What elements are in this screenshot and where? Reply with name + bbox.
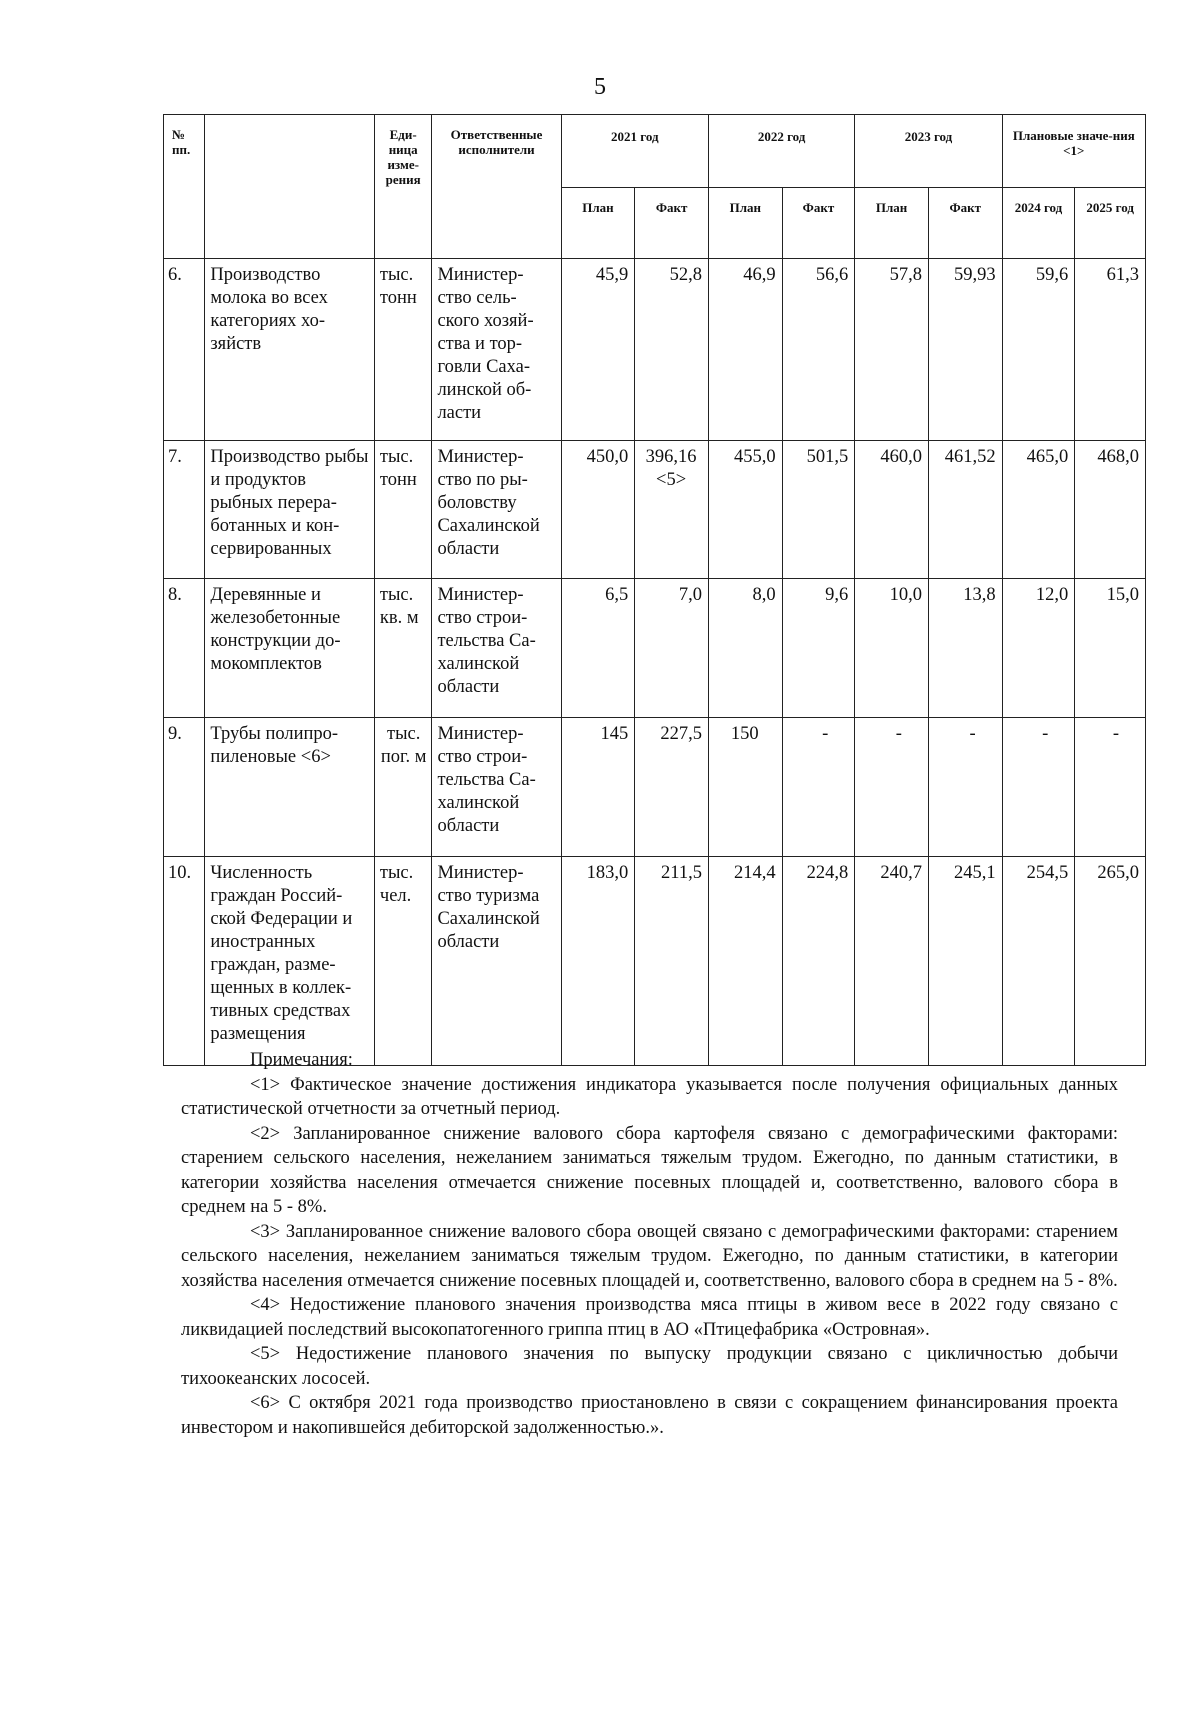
row-unit: тыс. тонн xyxy=(374,259,432,441)
row-name: Производство молока во всех категориях хо-зяйств xyxy=(205,259,375,441)
cell-2022-plan: 46,9 xyxy=(708,259,782,441)
notes-section xyxy=(181,1048,1118,1440)
cell-2022-fact: 9,6 xyxy=(782,579,855,718)
cell-2022-fact: - xyxy=(782,718,855,857)
cell-2021-plan: 183,0 xyxy=(561,857,635,1066)
cell-2021-fact: 7,0 xyxy=(635,579,709,718)
header-2022: 2022 год xyxy=(708,115,854,188)
cell-2025: 61,3 xyxy=(1075,259,1146,441)
header-no: № пп. xyxy=(164,115,205,259)
cell-2021-fact: 211,5 xyxy=(635,857,709,1066)
header-2021-plan: План xyxy=(561,188,635,259)
row-unit: тыс. чел. xyxy=(374,857,432,1066)
cell-2021-fact: 227,5 xyxy=(635,718,709,857)
table-row xyxy=(164,441,1146,579)
table-row xyxy=(164,579,1146,718)
note-item: <6> С октября 2021 года производство приостановлено в связи с сокращением финансирования проекта инвестором и накопившейся дебиторской задолженностью.». xyxy=(181,1393,1118,1438)
table-row xyxy=(164,718,1146,857)
cell-2023-plan: 57,8 xyxy=(855,259,929,441)
row-no: 7. xyxy=(164,441,205,579)
cell-2021-fact: 396,16 <5> xyxy=(635,441,709,579)
note-item: <1> Фактическое значение достижения индикатора указывается после получения официальных данных статистической отчетности за отчетный период. xyxy=(181,1074,1118,1119)
cell-2022-fact: 56,6 xyxy=(782,259,855,441)
header-2023-fact: Факт xyxy=(928,188,1002,259)
row-no: 9. xyxy=(164,718,205,857)
notes-heading: Примечания: xyxy=(250,1050,353,1070)
table-row xyxy=(164,259,1146,441)
cell-2022-plan: 150 xyxy=(708,718,782,857)
cell-2023-plan: 240,7 xyxy=(855,857,929,1066)
row-responsible: Министер-ство по ры-боловству Сахалинской области xyxy=(432,441,561,579)
row-no: 6. xyxy=(164,259,205,441)
cell-2024: 465,0 xyxy=(1002,441,1075,579)
header-2022-fact: Факт xyxy=(782,188,855,259)
cell-2023-plan: 460,0 xyxy=(855,441,929,579)
page-number: 5 xyxy=(594,74,606,100)
cell-2021-plan: 6,5 xyxy=(561,579,635,718)
cell-2023-fact: 59,93 xyxy=(928,259,1002,441)
row-unit: тыс. тонн xyxy=(374,441,432,579)
cell-2024: 254,5 xyxy=(1002,857,1075,1066)
header-responsible: Ответственные исполнители xyxy=(432,115,561,259)
row-name: Производство рыбы и продуктов рыбных перера-ботанных и кон-сервированных xyxy=(205,441,375,579)
row-no: 10. xyxy=(164,857,205,1066)
cell-2022-fact: 501,5 xyxy=(782,441,855,579)
cell-2023-fact: 13,8 xyxy=(928,579,1002,718)
header-row-1 xyxy=(164,115,1146,188)
cell-2025: - xyxy=(1075,718,1146,857)
header-2021-fact: Факт xyxy=(635,188,709,259)
cell-2023-fact: - xyxy=(928,718,1002,857)
row-name: Численность граждан Россий-ской Федерации и иностранных граждан, разме-щенных в коллек-тивных средствах размещения xyxy=(205,857,375,1066)
header-2024: 2024 год xyxy=(1002,188,1075,259)
header-2021: 2021 год xyxy=(561,115,708,188)
cell-2025: 468,0 xyxy=(1075,441,1146,579)
cell-2021-fact: 52,8 xyxy=(635,259,709,441)
row-responsible: Министер-ство строи-тельства Са-халинской области xyxy=(432,718,561,857)
note-item: <4> Недостижение планового значения производства мяса птицы в живом весе в 2022 году связано с ликвидацией последствий высокопатогенного гриппа птиц в АО «Птицефабрика «Островная». xyxy=(181,1295,1118,1340)
cell-2023-fact: 461,52 xyxy=(928,441,1002,579)
header-2022-plan: План xyxy=(708,188,782,259)
table-row xyxy=(164,857,1146,1066)
header-name xyxy=(205,115,375,259)
indicators-table xyxy=(163,114,1146,1066)
cell-2024: - xyxy=(1002,718,1075,857)
note-item: <2> Запланированное снижение валового сбора картофеля связано с демографическими факторами: старением сельского населения, нежеланием заниматься тяжелым трудом. Ежегодно, по данным статистики, в категории хозяйства населения отмечается снижение посевных площадей и, соответственно, валового сбора в среднем на 5 - 8%. xyxy=(181,1123,1118,1217)
note-item: <5> Недостижение планового значения по выпуску продукции связано с цикличностью добычи тихоокеанских лососей. xyxy=(181,1344,1118,1389)
cell-2023-fact: 245,1 xyxy=(928,857,1002,1066)
header-planned: Плановые значе-ния <1> xyxy=(1002,115,1145,188)
row-unit: тыс. кв. м xyxy=(374,579,432,718)
header-unit: Еди-ница изме-рения xyxy=(374,115,432,259)
cell-2021-plan: 145 xyxy=(561,718,635,857)
row-name: Трубы полипро-пиленовые <6> xyxy=(205,718,375,857)
cell-2022-fact: 224,8 xyxy=(782,857,855,1066)
header-2023: 2023 год xyxy=(855,115,1002,188)
row-name: Деревянные и железобетонные конструкции до-мокомплектов xyxy=(205,579,375,718)
row-responsible: Министер-ство строи-тельства Са-халинской области xyxy=(432,579,561,718)
cell-2024: 59,6 xyxy=(1002,259,1075,441)
header-2025: 2025 год xyxy=(1075,188,1146,259)
cell-2023-plan: - xyxy=(855,718,929,857)
cell-2023-plan: 10,0 xyxy=(855,579,929,718)
note-item: <3> Запланированное снижение валового сбора овощей связано с демографическими факторами: старением сельского населения, нежеланием заниматься тяжелым трудом. Ежегодно, по данным статистики, в категории хозяйства населения отмечается снижение посевных площадей и, соответственно, валового сбора в среднем на 5 - 8%. xyxy=(181,1221,1118,1291)
cell-2024: 12,0 xyxy=(1002,579,1075,718)
header-2023-plan: План xyxy=(855,188,929,259)
cell-2022-plan: 455,0 xyxy=(708,441,782,579)
row-no: 8. xyxy=(164,579,205,718)
row-unit: тыс. пог. м xyxy=(374,718,432,857)
cell-2022-plan: 8,0 xyxy=(708,579,782,718)
row-responsible: Министер-ство туризма Сахалинской области xyxy=(432,857,561,1066)
row-responsible: Министер-ство сель-ского хозяй-ства и тор-говли Саха-линской об-ласти xyxy=(432,259,561,441)
cell-2025: 15,0 xyxy=(1075,579,1146,718)
cell-2021-plan: 45,9 xyxy=(561,259,635,441)
cell-2021-plan: 450,0 xyxy=(561,441,635,579)
cell-2022-plan: 214,4 xyxy=(708,857,782,1066)
cell-2025: 265,0 xyxy=(1075,857,1146,1066)
